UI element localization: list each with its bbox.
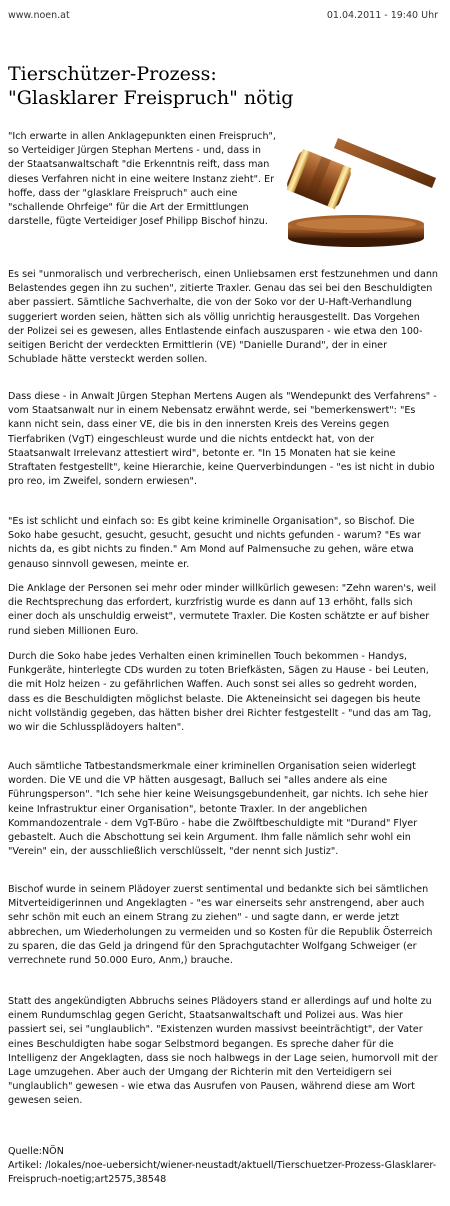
article-paragraph: "Ich erwarte in allen Anklagepunkten einen Freispruch", so Verteidiger Jürgen Stephan Mertens - und, dass in der Staatsanwaltschaft "die Erkenntnis reift, dass man dieses Verfahren nicht in eine weitere Instanz zieht". Er hoffe, dass der "glasklare Freispruch" auch eine "schallende Ohrfeige" für die Art der Ermittlungen darstelle, fügte Verteidiger Josef Philipp Bischof hinzu. — [8, 131, 276, 228]
article-footer — [8, 1145, 438, 1188]
site-name: www.noen.at — [8, 10, 70, 21]
article-paragraph: Auch sämtliche Tatbestandsmerkmale einer kriminellen Organisation seien widerlegt worden. Die VE und die VP hätten ausgesagt, Balluch sei "alles andere als eine Führungsperson". "Ich sehe hier keine Weisungsgebundenheit, gar nichts. Ich sehe hier keine Infrastruktur einer Organisation", betonte Traxler. In der angeblichen Kommandozentrale - dem VgT-Büro - habe die Zwölftbeschuldigte mit "Durand" Flyer gebastelt. Auch die Abschottung sei kein Argument. Ihm falle nämlich sehr wohl ein "Verein" ein, der ausschließlich verschlüsselt, "der nennt sich Justiz". — [8, 761, 429, 858]
gavel-icon — [286, 126, 438, 254]
article-paragraph: "Es ist schlicht und einfach so: Es gibt keine kriminelle Organisation", so Bischof. Die Soko habe gesucht, gesucht, gesucht, gesucht und nichts gefunden - warum? "Es war nichts da, es gibt nichts zu finden." Am Mond auf Palmensuche zu gehen, wäre etwa genauso sinnvoll gewesen, meinte er. — [8, 516, 421, 570]
article-title: Tierschützer-Prozess: "Glasklarer Freispruch" nötig — [8, 63, 294, 109]
source-label: Quelle:NÖN — [8, 1146, 64, 1157]
article-paragraph: Durch die Soko habe jedes Verhalten einen kriminellen Touch bekommen - Handys, Funkgeräte, hinterlegte CDs wurden zu toten Briefkästen, Sägen zu Hause - bei Leuten, die mit Holz heizen - zu gefährlichen Waffen. Auch sonst sei alles so gedreht worden, dass es die Beschuldigten möglichst belaste. Die Akteneinsicht sei dagegen bis heute nicht vollständig gegeben, das hätten bisher drei Richter festgestellt - "und das am Tag, wo wir die Schlussplädoyers halten". — [8, 651, 432, 734]
article-paragraph: Es sei "unmoralisch und verbrecherisch, einen Unliebsamen erst festzunehmen und dann Belastendes gegen ihn zu suchen", zitierte Traxler. Genau das sei bei den Beschuldigten aber passiert. Sämtliche Sachverhalte, die von der Soko vor der U-Haft-Verhandlung suggeriert worden seien, hätten sich als völlig unrichtig herausgestellt. Das Vorgehen der Polizei sei es gewesen, alles Entlastende einfach auszusparen - wie etwa den 100-seitigen Bericht der verdeckten Ermittlerin (VE) "Danielle Durand", der in einer Schublade hätte versteckt werden sollen. — [8, 269, 438, 366]
article-paragraph: Statt des angekündigten Abbruchs seines Plädoyers stand er allerdings auf und holte zu einem Rundumschlag gegen Gericht, Staatsanwaltschaft und Polizei aus. Was hier passiert sei, sei "unglaublich". "Existenzen wurden massivst beeinträchtigt", der Vater eines Beschuldigten habe sogar Selbstmord begangen. Es spreche daher für die Intelligenz der Angeklagten, dass sie noch halbwegs in der Lage seien, humorvoll mit der Lage umzugehen. Aber auch der Umgang der Richterin mit den Verteidigern sei "unglaublich" gewesen - wie etwa das Ausrufen von Pausen, während diese am Wort gewesen seien. — [8, 996, 438, 1107]
print-header — [8, 10, 438, 21]
article-paragraph: Die Anklage der Personen sei mehr oder minder willkürlich gewesen: "Zehn waren's, weil die Rechtsprechung das erfordert, kurzfristig wurde es dann auf 13 erhöht, falls sich einer doch als unschuldig erweist", vermutete Traxler. Die Kosten schätzte er auf bisher rund sieben Millionen Euro. — [8, 583, 437, 637]
article-paragraph: Dass diese - in Anwalt Jürgen Stephan Mertens Augen als "Wendepunkt des Verfahrens" - vom Staatsanwalt nur in einem Nebensatz erwähnt werde, sei "bemerkenswert": "Es kann nicht sein, dass einer VE, die bis in den innersten Kreis des Vereins gegen Tierfabriken (VgT) eingeschleust wurde und die nichts entdeckt hat, von der Staatsanwalt Irrelevanz attestiert wird", betonte er. "In 15 Monaten hat sie keine Straftaten festgestellt", keine Hierarchie, keine Querverbindungen - "es ist nicht in dubio pro reo, im Zweifel, sondern erwiesen". — [8, 391, 437, 488]
article-path: Artikel: /lokales/noe-uebersicht/wiener-neustadt/aktuell/Tierschuetzer-Prozess-Glasklarer-Freispruch-noetig;art2575,38548 — [8, 1160, 437, 1186]
article-paragraph: Bischof wurde in seinem Plädoyer zuerst sentimental und bedankte sich bei sämtlichen Mitverteidigerinnen und Angeklagten - "es war einerseits sehr anstrengend, aber auch sehr schön mit euch an einem Strang zu ziehen" - und sagte dann, er werde jetzt abbrechen, um Wiederholungen zu vermeiden und so Kosten für die Republik Österreich zu sparen, die das Geld ja dringend für den Sprachgutachter Wolfgang Schweiger (er verrechnete rund 50.000 Euro, Anm,) brauche. — [8, 884, 433, 967]
publish-datetime: 01.04.2011 - 19:40 Uhr — [326, 10, 438, 21]
